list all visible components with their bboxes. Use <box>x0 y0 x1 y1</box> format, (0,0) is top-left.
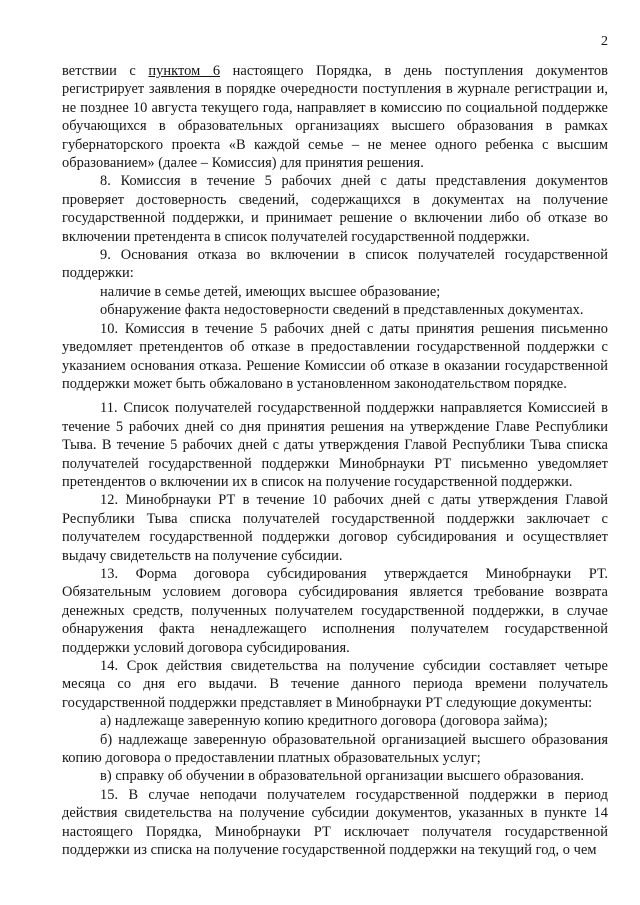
paragraph-14-item-b: б) надлежаще заверенную образовательной организацией высшего образования копию договора о предоставлении платных образовательных услуг; <box>62 731 608 767</box>
page-number: 2 <box>601 34 608 49</box>
paragraph-10: 10. Комиссия в течение 5 рабочих дней с даты принятия решения письменно уведомляет претендентов об отказе в предоставлении государственной поддержки с указанием основания отказа. Решение Комиссии об отказе в оказании государственной поддержки может быть обжаловано в установленном законодательством порядке. <box>62 320 608 392</box>
paragraph-intro-text-end: настоящего Порядка, в день поступления документов регистрирует заявления в порядке очередности поступления в журнале регистрации и, не позднее 10 августа текущего года, направляет в комиссию по социальной поддержке обучающихся в образовательных организациях высшего образования в рамках губернаторского проекта «В каждой семье – не менее одного ребенка с высшим образованием» (далее – Комиссия) для принятия решения. <box>62 63 608 172</box>
paragraph-14-item-a: а) надлежаще заверенную копию кредитного договора (договора займа); <box>100 713 548 730</box>
paragraph-intro-text-start: ветствии с <box>62 63 149 79</box>
paragraph-9-item-a: наличие в семье детей, имеющих высшее образование; <box>100 283 441 300</box>
paragraph-8: 8. Комиссия в течение 5 рабочих дней с даты представления документов проверяет достоверность сведений, содержащихся в документах на получение государственной поддержки, и принимает решение о включении либо об отказе во включении претендента в список получателей государственной поддержки. <box>62 173 608 245</box>
document-body <box>62 62 608 859</box>
paragraph-13: 13. Форма договора субсидирования утверждается Минобрнауки РТ. Обязательным условием договора субсидирования является требование возврата денежных средств, полученных получателем государственной поддержки, в случае обнаружения факта ненадлежащего исполнения получателем государственной поддержки условий договора субсидирования. <box>62 565 608 656</box>
paragraph-9: 9. Основания отказа во включении в список получателей государственной поддержки: <box>62 247 608 282</box>
paragraph-15: 15. В случае неподачи получателем государственной поддержки в период действия свидетельства на получение субсидии документов, указанных в пункте 14 настоящего Порядка, Минобрнауки РТ исключает получателя государственной поддержки из списка на получение государственной поддержки на текущий год, о чем <box>62 786 608 859</box>
link-punkt-6[interactable]: пунктом 6 <box>148 63 221 79</box>
paragraph-11: 11. Список получателей государственной поддержки направляется Комиссией в течение 5 рабочих дней со дня принятия решения на утверждение Главе Республики Тыва. В течение 5 рабочих дней с даты утверждения Главой Республики Тыва списка получателей государственной поддержки Минобрнауки РТ письменно уведомляет претендентов о включении их в список на получение государственной поддержки. <box>62 400 608 490</box>
paragraph-intro <box>62 62 608 172</box>
paragraph-14: 14. Срок действия свидетельства на получение субсидии составляет четыре месяца со дня его выдачи. В течение данного периода времени получатель государственной поддержки представляет в Минобрнауки РТ следующие документы: <box>62 658 608 711</box>
paragraph-12: 12. Минобрнауки РТ в течение 10 рабочих дней с даты утверждения Главой Республики Тыва списка получателей государственной поддержки заключает с получателем государственной поддержки договор субсидирования и осуществляет выдачу свидетельств на получение субсидии. <box>62 492 608 564</box>
paragraph-14-item-c: в) справку об обучении в образовательной организации высшего образования. <box>100 768 585 785</box>
paragraph-9-item-b: обнаружение факта недостоверности сведений в представленных документах. <box>100 302 584 319</box>
